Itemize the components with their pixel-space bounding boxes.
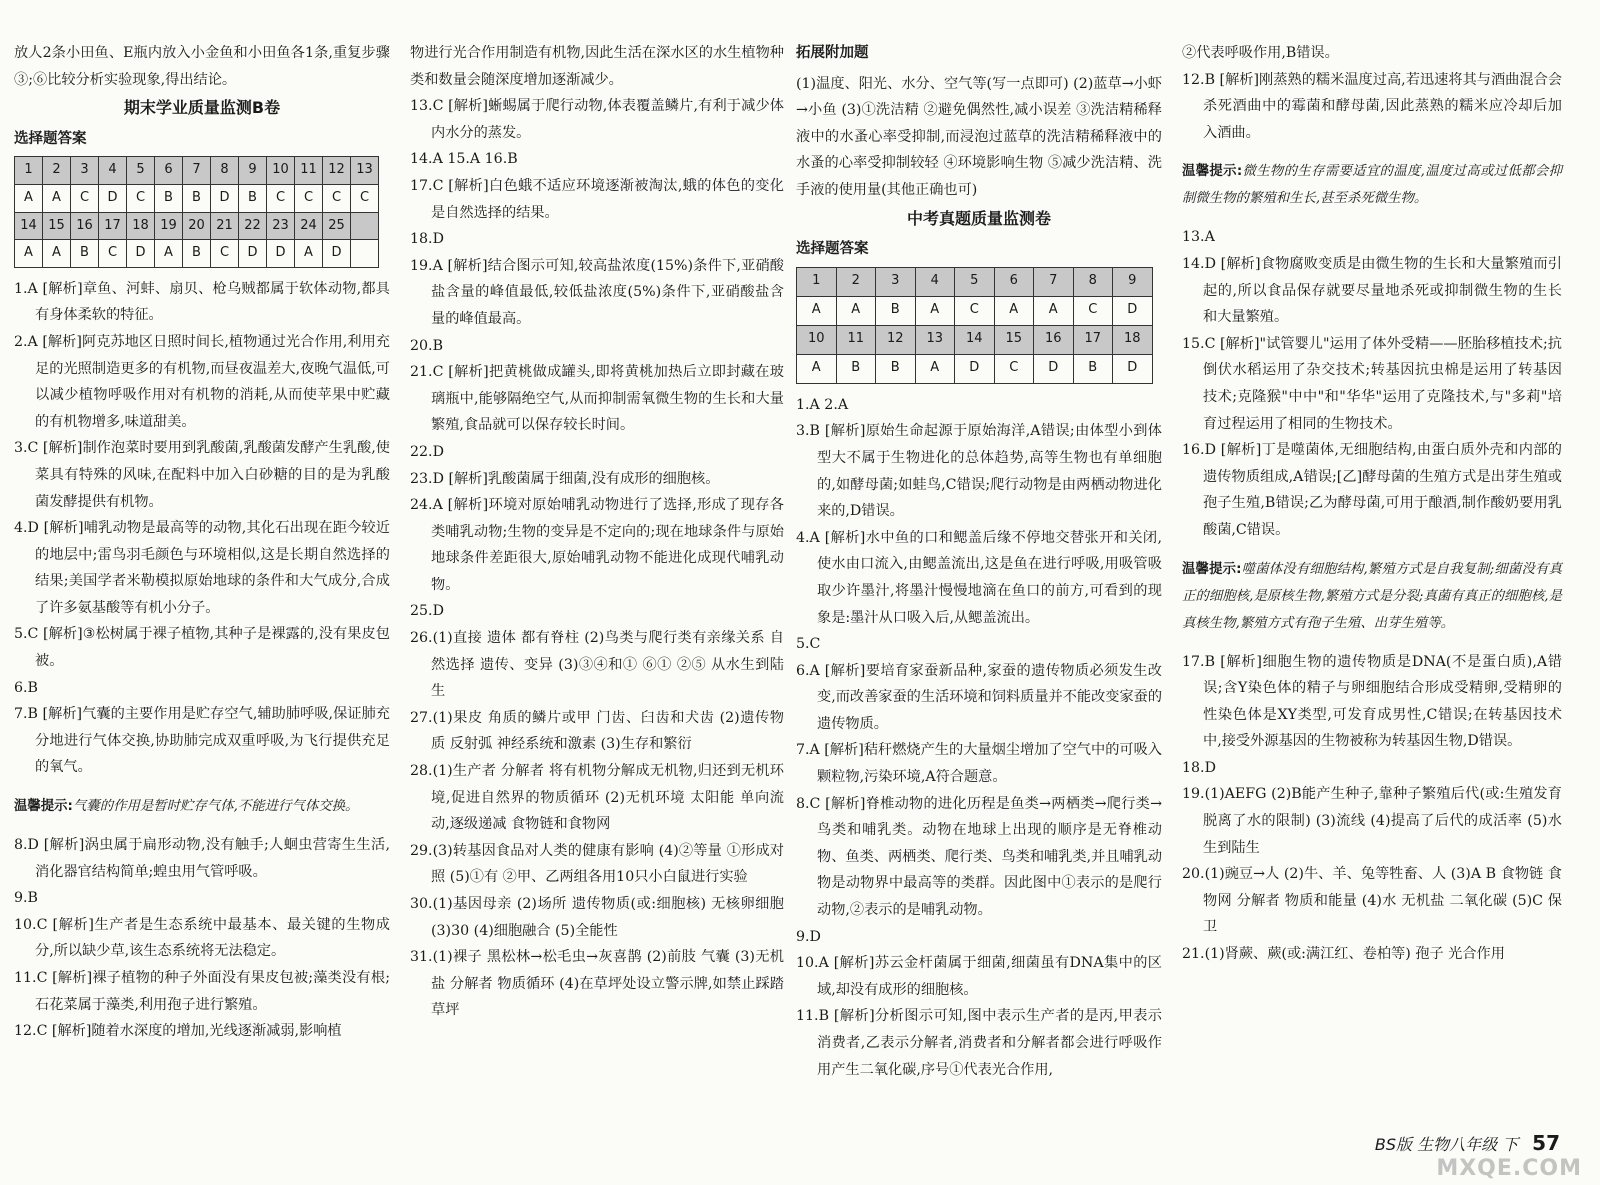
table-cell: 1	[797, 267, 837, 296]
answer-item: 18.D	[410, 231, 444, 248]
tip-label: 温馨提示:	[14, 799, 73, 815]
table-answer-row	[797, 296, 1153, 325]
table-cell: B	[155, 184, 183, 212]
table-cell: C	[351, 184, 379, 212]
table-header-row	[797, 267, 1153, 296]
answer-item: 20.B	[410, 337, 443, 354]
table-cell: C	[955, 296, 995, 325]
answer-item: 28.(1)生产者 分解者 将有机物分解成无机物,归还到无机环境,促进自然界的物质循环 (2)无机环境 太阳能 单向流动,逐级递减 食物链和食物网	[410, 763, 784, 833]
table-cell: A	[43, 184, 71, 212]
answer-item: 25.D	[410, 603, 444, 620]
table-cell: 10	[267, 157, 295, 185]
tip-note	[14, 793, 390, 820]
answer-item: 14.D [解析]食物腐败变质是由微生物的生长和大量繁殖而引起的,所以食品保存就要尽量地杀死或抑制微生物的生长和大量繁殖。	[1182, 255, 1562, 326]
tip-text: 微生物的生存需要适宜的温度,温度过高或过低都会抑制微生物的繁殖和生长,甚至杀死微生物。	[1182, 164, 1562, 207]
column-1	[14, 40, 390, 1045]
table-cell: 13	[915, 325, 955, 354]
watermark: MXQE.COM	[1436, 1156, 1582, 1181]
table-cell: 25	[323, 212, 351, 240]
answer-item: 3.C [解析]制作泡菜时要用到乳酸菌,乳酸菌发酵产生乳酸,使菜具有特殊的风味,在配料中加入白砂糖的目的是为乳酸菌发酵提供有机物。	[14, 440, 390, 510]
section-title-exam-b: 期末学业质量监测B卷	[123, 98, 281, 118]
table-cell: D	[99, 184, 127, 212]
table-cell: A	[155, 240, 183, 268]
edition-label: BS版 生物八年级 下	[1374, 1135, 1519, 1154]
answer-item: 17.C [解析]白色蛾不适应环境逐渐被淘汰,蛾的体色的变化是自然选择的结果。	[410, 177, 784, 221]
table-cell: 24	[295, 212, 323, 240]
answer-item: 11.C [解析]裸子植物的种子外面没有果皮包被;藻类没有根;石花菜属于藻类,利用孢子进行繁殖。	[14, 970, 390, 1013]
table-cell: A	[915, 354, 955, 383]
answer-item: 12.B [解析]刚蒸熟的糯米温度过高,若迅速将其与酒曲混合会杀死酒曲中的霉菌和酵母菌,因此蒸熟的糯米应冷却后加入酒曲。	[1182, 71, 1562, 141]
table-cell: 12	[323, 157, 351, 185]
table-cell: 13	[351, 157, 379, 185]
table-cell: 16	[1034, 325, 1074, 354]
tip-note	[1182, 556, 1562, 637]
answer-item: 9.D	[796, 928, 821, 945]
table-cell: A	[1034, 296, 1074, 325]
answer-table-b	[14, 156, 379, 267]
table-cell: 7	[1034, 267, 1074, 296]
answer-item: 29.(3)转基因食品对人类的健康有影响 (4)②等量 ①形成对照 (5)①有 ②甲、乙两组各用10只小白鼠进行实验	[410, 842, 784, 886]
answer-item: 4.D [解析]哺乳动物是最高等的动物,其化石出现在距今较近的地层中;雷鸟羽毛颜色与环境相似,这是长期自然选择的结果;美国学者米勒模拟原始地球的条件和大气成分,合成了许多氨基酸等有机小分子。	[14, 520, 390, 616]
table-cell: C	[267, 184, 295, 212]
choice-answers-label: 选择题答案	[796, 241, 869, 258]
table-cell: A	[43, 240, 71, 268]
table-cell: D	[955, 354, 995, 383]
table-cell: B	[71, 240, 99, 268]
answer-item: 13.C [解析]蜥蜴属于爬行动物,体表覆盖鳞片,有利于减少体内水分的蒸发。	[410, 98, 784, 141]
answer-item: 1.A 2.A	[796, 396, 849, 413]
answer-item: 22.D	[410, 443, 444, 460]
table-cell: 11	[836, 325, 876, 354]
answer-item: 20.(1)豌豆→人 (2)牛、羊、兔等牲畜、人 (3)A B 食物链 食物网 分解者 物质和能量 (4)水 无机盐 二氧化碳 (5)C 保卫	[1182, 866, 1562, 936]
answer-item: 13.A	[1182, 229, 1215, 246]
answer-item: 31.(1)裸子 黑松林→松毛虫→灰喜鹊 (2)前肢 气囊 (3)无机盐 分解者 物质循环 (4)在草坪处设立警示牌,如禁止踩踏草坪	[410, 949, 784, 1019]
table-cell: 6	[155, 157, 183, 185]
table-cell: 19	[155, 212, 183, 240]
answer-item: 7.B [解析]气囊的主要作用是贮存空气,辅助肺呼吸,保证肺充分地进行气体交换,协助肺完成双重呼吸,为飞行提供充足的氧气。	[14, 706, 390, 776]
table-cell: C	[71, 184, 99, 212]
table-cell: A	[994, 296, 1034, 325]
choice-answers-label: 选择题答案	[14, 130, 87, 147]
table-cell: C	[994, 354, 1034, 383]
table-cell: B	[876, 354, 916, 383]
table-cell: 9	[239, 157, 267, 185]
answer-item: 8.D [解析]涡虫属于扁形动物,没有触手;人蛔虫营寄生生活,消化器官结构简单;蝗虫用气管呼吸。	[14, 837, 390, 880]
table-cell: 18	[127, 212, 155, 240]
table-cell: C	[99, 240, 127, 268]
table-cell: A	[836, 296, 876, 325]
answer-item: 18.D	[1182, 759, 1216, 776]
table-cell: A	[15, 184, 43, 212]
answer-item: 26.(1)直接 遗体 都有脊柱 (2)鸟类与爬行类有亲缘关系 自然选择 遗传、变异 (3)③④和① ⑥① ②⑤ 从水生到陆生	[410, 630, 784, 700]
table-cell: C	[323, 184, 351, 212]
answer-item: 2.A [解析]阿克苏地区日照时间长,植物通过光合作用,利用充足的光照制造更多的有机物,而昼夜温差大,夜晚气温低,可以减少植物呼吸作用对有机物的消耗,从而使苹果中贮藏的有机物增多,味道甜美。	[14, 333, 390, 430]
answer-item: 21.C [解析]把黄桃做成罐头,即将黄桃加热后立即封藏在玻璃瓶中,能够隔绝空气,从而抑制需氧微生物的生长和大量繁殖,食品就可以保存较长时间。	[410, 364, 784, 434]
table-cell: C	[211, 240, 239, 268]
answer-item: 5.C	[796, 636, 821, 653]
answer-item: 19.(1)AEFG (2)B能产生种子,靠种子繁殖后代(或:生殖发育脱离了水的限制) (3)流线 (4)提高了后代的成活率 (5)水生到陆生	[1182, 786, 1562, 856]
tip-label: 温馨提示:	[1182, 561, 1242, 577]
answer-item: 8.C [解析]脊椎动物的进化历程是鱼类→两栖类→爬行类→鸟类和哺乳类。动物在地球上出现的顺序是无脊椎动物、鱼类、两栖类、爬行类、鸟类和哺乳类,并且哺乳动物是动物界中最高等的类群。因此图中①表示的是爬行动物,②表示的是哺乳动物。	[796, 795, 1163, 919]
answer-item: 27.(1)果皮 角质的鳞片或甲 门齿、臼齿和犬齿 (2)遗传物质 反射弧 神经系统和激素 (3)生存和繁衍	[410, 709, 784, 753]
answer-item: 24.A [解析]环境对原始哺乳动物进行了选择,形成了现存各类哺乳动物;生物的变异是不定向的;现在地球条件与原始地球条件差距很大,原始哺乳动物不能进化成现代哺乳动物。	[410, 497, 784, 593]
table-header-row	[15, 212, 379, 240]
table-cell: C	[1073, 296, 1113, 325]
table-cell: B	[1073, 354, 1113, 383]
table-cell: D	[267, 240, 295, 268]
table-cell: A	[915, 296, 955, 325]
table-header-row	[15, 157, 379, 185]
table-cell: 16	[71, 212, 99, 240]
tip-note	[1182, 158, 1562, 212]
extension-body: (1)温度、阳光、水分、空气等(写一点即可) (2)蓝草→小虾→小鱼 (3)①洗洁精 ②避免偶然性,减小误差 ③洗洁精稀释液中的水蚤心率受抑制,而浸泡过蓝草的洗洁精稀释液中的水蚤的心率受抑制较轻 ④环境影响生物 ⑤减少洗洁精、洗手液的使用量(其他正确也可)	[796, 75, 1162, 198]
table-cell: 17	[99, 212, 127, 240]
table-cell: B	[239, 184, 267, 212]
table-cell: 20	[183, 212, 211, 240]
table-cell: 2	[836, 267, 876, 296]
table-cell: 4	[915, 267, 955, 296]
table-cell: D	[127, 240, 155, 268]
table-cell: 5	[955, 267, 995, 296]
column-3	[796, 40, 1162, 1083]
table-answer-row	[797, 354, 1153, 383]
table-cell: 17	[1073, 325, 1113, 354]
table-cell: 15	[994, 325, 1034, 354]
table-cell: 14	[15, 212, 43, 240]
continued-text: 物进行光合作用制造有机物,因此生活在深水区的水生植物种类和数量会随深度增加逐渐减少。	[410, 45, 784, 88]
answer-item: 9.B	[14, 890, 38, 907]
table-cell	[351, 212, 379, 240]
tip-label: 温馨提示:	[1182, 164, 1243, 180]
table-cell: 8	[211, 157, 239, 185]
answer-item: 4.A [解析]水中鱼的口和鳃盖后缘不停地交替张开和关闭,使水由口流入,由鳃盖流出,这是鱼在进行呼吸,用吸管吸取少许墨汁,将墨汁慢慢地滴在鱼口的前方,可看到的现象是:墨汁从口吸入后,从鳃盖流出。	[796, 529, 1162, 626]
table-cell: 8	[1073, 267, 1113, 296]
table-cell: 15	[43, 212, 71, 240]
answer-item: 7.A [解析]秸秆燃烧产生的大量烟尘增加了空气中的可吸入颗粒物,污染环境,A符合题意。	[796, 742, 1162, 786]
table-cell: 5	[127, 157, 155, 185]
answer-item: 6.A [解析]要培育家蚕新品种,家蚕的遗传物质必须发生改变,而改善家蚕的生活环境和饲料质量并不能改变家蚕的遗传物质。	[796, 662, 1163, 732]
table-answer-row	[15, 184, 379, 212]
tip-text: 气囊的作用是暂时贮存气体,不能进行气体交换。	[72, 799, 359, 815]
table-cell: 12	[876, 325, 916, 354]
table-cell: 9	[1113, 267, 1153, 296]
table-cell: 14	[955, 325, 995, 354]
table-cell: 10	[797, 325, 837, 354]
table-cell: B	[183, 240, 211, 268]
answer-item: 1.A [解析]章鱼、河蚌、扇贝、枪乌贼都属于软体动物,都具有身体柔软的特征。	[14, 280, 390, 324]
table-cell: 6	[994, 267, 1034, 296]
table-cell: B	[836, 354, 876, 383]
table-cell: D	[211, 184, 239, 212]
table-cell: D	[1113, 296, 1153, 325]
table-cell: 22	[239, 212, 267, 240]
answer-item: 10.A [解析]苏云金杆菌属于细菌,细菌虽有DNA集中的区域,却没有成形的细胞核。	[796, 955, 1162, 998]
page-footer	[1375, 1131, 1560, 1155]
table-cell: 11	[295, 157, 323, 185]
table-cell: A	[797, 354, 837, 383]
answer-item: 11.B [解析]分析图示可知,图中表示生产者的是丙,甲表示消费者,乙表示分解者,消费者和分解者都会进行呼吸作用产生二氧化碳,序号①代表光合作用,	[796, 1008, 1162, 1078]
table-cell: D	[1113, 354, 1153, 383]
table-cell: A	[797, 296, 837, 325]
table-cell: C	[295, 184, 323, 212]
answer-item: 23.D [解析]乳酸菌属于细菌,没有成形的细胞核。	[410, 470, 720, 487]
table-cell: D	[1034, 354, 1074, 383]
table-cell: 21	[211, 212, 239, 240]
table-cell: D	[239, 240, 267, 268]
table-cell: A	[295, 240, 323, 268]
table-answer-row	[15, 240, 379, 268]
answer-table-zhongkao	[796, 267, 1153, 384]
table-cell: D	[323, 240, 351, 268]
answer-item: 10.C [解析]生产者是生态系统中最基本、最关键的生物成分,所以缺少草,该生态系统将无法稳定。	[14, 916, 390, 960]
table-header-row	[797, 325, 1153, 354]
table-cell: 23	[267, 212, 295, 240]
page-number: 57	[1532, 1131, 1560, 1155]
answer-item: 3.B [解析]原始生命起源于原始海洋,A错误;由体型小到体型大不属于生物进化的总体趋势,高等生物也有单细胞的,如酵母菌;如蛙鸟,C错误;爬行动物是由两栖动物进化来的,D错误。	[796, 423, 1162, 520]
answer-item: 17.B [解析]细胞生物的遗传物质是DNA(不是蛋白质),A错误;含Y染色体的精子与卵细胞结合形成受精卵,受精卵的性染色体是XY类型,可发育成男性,C错误;在转基因技术中,接受外源基因的生物被称为转基因生物,D错误。	[1182, 653, 1562, 750]
table-cell: 2	[43, 157, 71, 185]
intro-text: 放人2条小田鱼、E瓶内放入小金鱼和小田鱼各1条,重复步骤③;⑥比较分析实验现象,得出结论。	[14, 45, 390, 88]
answer-item: 16.D [解析]丁是噬菌体,无细胞结构,由蛋白质外壳和内部的遗传物质组成,A错误;[乙]酵母菌的生殖方式是出芽生殖或孢子生殖,B错误;乙为酵母菌,可用于酿酒,制作酸奶要用乳酸菌,C错误。	[1182, 442, 1562, 538]
table-cell: 1	[15, 157, 43, 185]
table-cell: B	[876, 296, 916, 325]
extension-title: 拓展附加题	[796, 45, 869, 61]
table-cell: 3	[71, 157, 99, 185]
table-cell: 4	[99, 157, 127, 185]
table-cell	[351, 240, 379, 268]
answer-item: 6.B	[14, 679, 38, 696]
section-title-zhongkao: 中考真题质量监测卷	[906, 208, 1051, 228]
tip-text: 噬菌体没有细胞结构,繁殖方式是自我复制;细菌没有真正的细胞核,是原核生物,繁殖方式是分裂;真菌有真正的细胞核,是真核生物,繁殖方式有孢子生殖、出芽生殖等。	[1182, 561, 1562, 631]
answer-item: 21.(1)肾蕨、蕨(或:满江红、卷柏等) 孢子 光合作用	[1182, 946, 1505, 963]
table-cell: 7	[183, 157, 211, 185]
column-2	[410, 40, 784, 1024]
table-cell: A	[15, 240, 43, 268]
answer-item: 5.C [解析]③松树属于裸子植物,其种子是裸露的,没有果皮包被。	[14, 626, 390, 670]
table-cell: 3	[876, 267, 916, 296]
column-4	[1182, 40, 1562, 968]
continued-text: ②代表呼吸作用,B错误。	[1182, 45, 1339, 61]
answer-item: 14.A 15.A 16.B	[410, 151, 518, 168]
answer-item: 19.A [解析]结合图示可知,较高盐浓度(15%)条件下,亚硝酸盐含量的峰值最低,较低盐浓度(5%)条件下,亚硝酸盐含量的峰值最高。	[410, 257, 784, 327]
table-cell: 18	[1113, 325, 1153, 354]
answer-item: 12.C [解析]随着水深度的增加,光线逐渐减弱,影响植	[14, 1023, 342, 1040]
table-cell: C	[127, 184, 155, 212]
answer-item: 15.C [解析]"试管婴儿"运用了体外受精——胚胎移植技术;抗倒伏水稻运用了杂交技术;转基因抗虫棉是运用了转基因技术;克隆猴"中中"和"华华"运用了克隆技术,与"多莉"培育过程运用了相同的生物技术。	[1182, 335, 1562, 432]
table-cell: B	[183, 184, 211, 212]
answer-item: 30.(1)基因母亲 (2)场所 遗传物质(或:细胞核) 无核卵细胞 (3)30 (4)细胞融合 (5)全能性	[410, 896, 784, 939]
